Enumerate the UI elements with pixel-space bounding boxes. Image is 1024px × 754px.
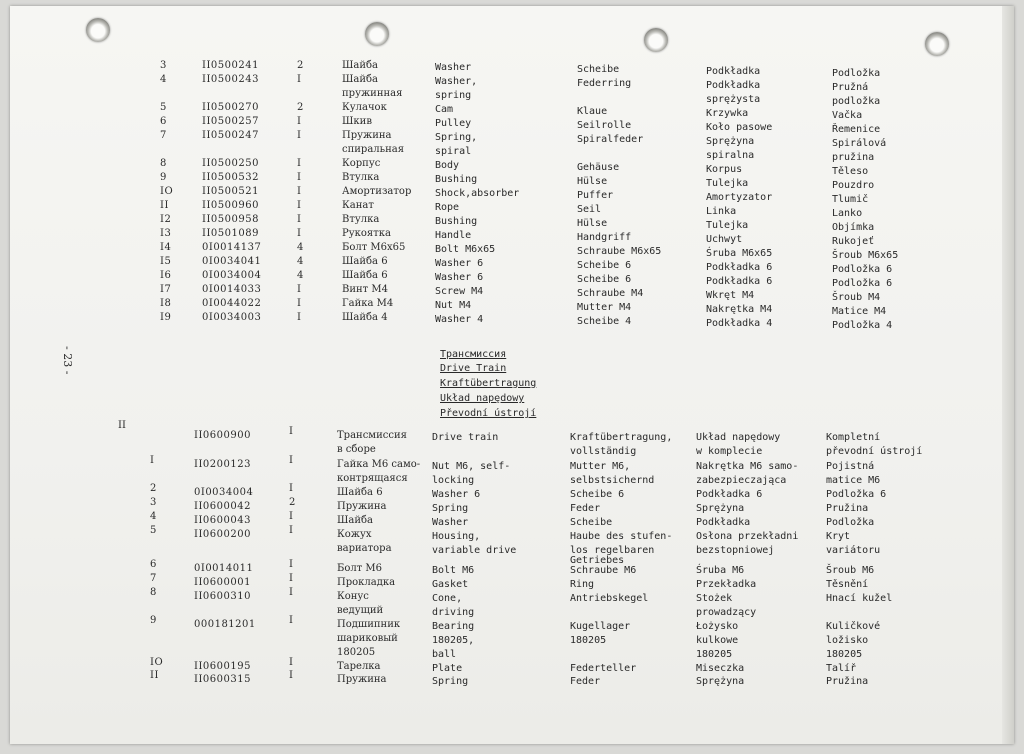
- name-czech: Šroub M4: [832, 292, 881, 303]
- item-number: I4: [160, 242, 172, 253]
- item-number: 5: [150, 525, 157, 536]
- item-number: 5: [160, 102, 167, 113]
- quantity: I: [297, 228, 302, 239]
- name-german: Ring: [570, 579, 595, 590]
- item-number: II: [150, 670, 159, 681]
- name-german: vollständig: [570, 446, 637, 457]
- name-polish: Podkładka: [706, 66, 761, 77]
- name-russian: Шайба: [342, 74, 379, 85]
- name-russian: Прокладка: [337, 577, 396, 588]
- name-czech: Podložka 6: [832, 264, 893, 275]
- name-german: Scheibe 6: [577, 260, 632, 271]
- name-russian: Кожух: [337, 529, 372, 540]
- name-czech: matice M6: [826, 475, 881, 486]
- name-russian: Конус: [337, 591, 369, 602]
- item-number: 2: [150, 483, 157, 494]
- quantity: 4: [297, 256, 304, 267]
- name-german: 180205: [570, 635, 607, 646]
- name-english: Screw M4: [435, 286, 484, 297]
- name-polish: spiralna: [706, 150, 755, 161]
- name-russian: Кулачок: [342, 102, 387, 113]
- punch-hole-1: [86, 18, 110, 42]
- name-polish: Stożek: [696, 593, 733, 604]
- name-czech: převodní ústrojí: [826, 446, 923, 457]
- item-number: 7: [160, 130, 167, 141]
- item-number: I2: [160, 214, 172, 225]
- part-code: 0I0044022: [202, 298, 262, 309]
- name-russian: Шайба 6: [342, 256, 388, 267]
- name-polish: w komplecie: [696, 446, 763, 457]
- quantity: 2: [297, 60, 304, 71]
- name-czech: 180205: [826, 649, 863, 660]
- name-english: Pulley: [435, 118, 472, 129]
- part-code: 0I0034004: [194, 487, 254, 498]
- part-code: II0500241: [202, 60, 259, 71]
- name-russian: Пружина: [342, 130, 392, 141]
- name-russian: в сборе: [337, 444, 376, 455]
- name-english: Handle: [435, 230, 472, 241]
- name-czech: Pružná: [832, 82, 869, 93]
- quantity: I: [289, 587, 294, 598]
- name-russian: Шкив: [342, 116, 372, 127]
- name-english: Washer: [435, 62, 472, 73]
- quantity: I: [289, 657, 294, 668]
- name-english: Drive train: [432, 432, 499, 443]
- item-number: 9: [160, 172, 167, 183]
- name-czech: variátoru: [826, 545, 881, 556]
- name-russian: Рукоятка: [342, 228, 391, 239]
- name-czech: Kuličkové: [826, 621, 881, 632]
- name-english: Spring,: [435, 132, 478, 143]
- name-english: Housing,: [432, 531, 481, 542]
- name-german: Spiralfeder: [577, 134, 644, 145]
- item-number: IO: [160, 186, 174, 197]
- name-german: Schraube M4: [577, 288, 644, 299]
- name-german: Mutter M6,: [570, 461, 631, 472]
- name-czech: Talíř: [826, 663, 857, 674]
- quantity: I: [297, 186, 302, 197]
- name-czech: Podložka: [826, 517, 875, 528]
- name-polish: Linka: [706, 206, 737, 217]
- name-czech: Podložka 6: [826, 489, 887, 500]
- name-polish: Podkładka 6: [706, 276, 773, 287]
- item-number: I5: [160, 256, 172, 267]
- name-polish: Sprężyna: [696, 676, 745, 687]
- name-german: Hülse: [577, 218, 608, 229]
- name-polish: Podkładka: [696, 517, 751, 528]
- name-czech: Podložka 6: [832, 278, 893, 289]
- heading-ru: Трансмиссия: [440, 349, 507, 360]
- name-russian: ведущий: [337, 605, 384, 616]
- name-polish: zabezpieczająca: [696, 475, 787, 486]
- name-russian: Шайба 4: [342, 312, 388, 323]
- item-number: I8: [160, 298, 172, 309]
- name-czech: Rukojeť: [832, 236, 875, 247]
- quantity: I: [289, 559, 294, 570]
- name-czech: Pružina: [826, 503, 869, 514]
- item-number: I7: [160, 284, 172, 295]
- part-code: II0500960: [202, 200, 259, 211]
- name-russian: спиральная: [342, 144, 405, 155]
- name-english: Plate: [432, 663, 463, 674]
- name-russian: Гайка М6 само-: [337, 459, 421, 470]
- name-english: spiral: [435, 146, 472, 157]
- name-english: driving: [432, 607, 475, 618]
- quantity: I: [297, 214, 302, 225]
- name-czech: Vačka: [832, 110, 863, 121]
- item-number: 4: [160, 74, 167, 85]
- item-number: II: [160, 200, 169, 211]
- quantity: I: [289, 483, 294, 494]
- part-code: II0600001: [194, 577, 251, 588]
- name-german: Scheibe: [570, 517, 613, 528]
- name-german: Mutter M4: [577, 302, 632, 313]
- name-russian: Шайба: [337, 515, 374, 526]
- name-czech: Objímka: [832, 222, 875, 233]
- quantity: I: [297, 158, 302, 169]
- name-english: Cam: [435, 104, 454, 115]
- quantity: I: [289, 670, 294, 681]
- part-code: 0I0034004: [202, 270, 262, 281]
- name-german: Gehäuse: [577, 162, 620, 173]
- name-russian: вариатора: [337, 543, 392, 554]
- name-german: selbstsichernd: [570, 475, 655, 486]
- part-code: 000181201: [194, 619, 256, 630]
- part-code: II0600042: [194, 501, 251, 512]
- part-code: II0600043: [194, 515, 251, 526]
- part-code: II0200123: [194, 459, 251, 470]
- item-number: 6: [150, 559, 157, 570]
- name-german: Feder: [570, 503, 601, 514]
- name-russian: шариковый: [337, 633, 398, 644]
- item-number: 7: [150, 573, 157, 584]
- name-czech: Kompletní: [826, 432, 881, 443]
- name-english: Washer,: [435, 76, 478, 87]
- name-russian: Пружина: [337, 501, 387, 512]
- name-german: Federteller: [570, 663, 637, 674]
- name-russian: Болт М6х65: [342, 242, 406, 253]
- name-czech: Šroub M6: [826, 565, 875, 576]
- part-code: 0I0014011: [194, 563, 254, 574]
- item-number: I9: [160, 312, 172, 323]
- part-code: II0600310: [194, 591, 251, 602]
- name-russian: Шайба 6: [342, 270, 388, 281]
- name-czech: Řemenice: [832, 124, 881, 135]
- name-polish: Nakrętka M6 samo-: [696, 461, 799, 472]
- name-polish: bezstopniowej: [696, 545, 775, 556]
- name-german: Schraube M6: [570, 565, 637, 576]
- name-russian: Пружина: [337, 674, 387, 685]
- name-russian: Винт М4: [342, 284, 388, 295]
- name-english: spring: [435, 90, 472, 101]
- name-polish: Wkręt M4: [706, 290, 755, 301]
- part-code: II0500532: [202, 172, 259, 183]
- name-polish: Sprężyna: [706, 136, 755, 147]
- quantity: I: [297, 312, 302, 323]
- quantity: 4: [297, 242, 304, 253]
- name-english: locking: [432, 475, 475, 486]
- name-german: Antriebskegel: [570, 593, 649, 604]
- item-number: IO: [150, 657, 164, 668]
- name-english: Rope: [435, 202, 460, 213]
- name-english: Gasket: [432, 579, 469, 590]
- name-polish: Łożysko: [696, 621, 739, 632]
- part-code: II0500257: [202, 116, 259, 127]
- part-code: II0500521: [202, 186, 259, 197]
- name-polish: Podkładka 6: [696, 489, 763, 500]
- group-number: II: [118, 420, 126, 431]
- name-russian: пружинная: [342, 88, 403, 99]
- name-polish: Tulejka: [706, 178, 749, 189]
- item-number: 8: [150, 587, 157, 598]
- quantity: I: [289, 455, 294, 466]
- name-czech: Lanko: [832, 208, 863, 219]
- name-german: Scheibe 6: [570, 489, 625, 500]
- name-czech: Těleso: [832, 166, 869, 177]
- item-number: 6: [160, 116, 167, 127]
- name-russian: Амортизатор: [342, 186, 412, 197]
- name-german: Haube des stufen-: [570, 531, 673, 542]
- name-polish: Przekładka: [696, 579, 757, 590]
- name-czech: Kryt: [826, 531, 851, 542]
- part-code: II0600195: [194, 661, 251, 672]
- heading-pl: Układ napędowy: [440, 393, 525, 404]
- name-polish: Amortyzator: [706, 192, 773, 203]
- name-english: Cone,: [432, 593, 463, 604]
- item-number: 8: [160, 158, 167, 169]
- name-english: Nut M6, self-: [432, 461, 511, 472]
- name-english: Spring: [432, 503, 469, 514]
- item-number: 9: [150, 615, 157, 626]
- part-code: II0600315: [194, 674, 251, 685]
- quantity: I: [289, 511, 294, 522]
- name-russian: контрящаяся: [337, 473, 408, 484]
- part-code: 0I0014137: [202, 242, 262, 253]
- name-english: Bolt M6: [432, 565, 475, 576]
- quantity: I: [297, 200, 302, 211]
- name-czech: Pouzdro: [832, 180, 875, 191]
- name-german: Klaue: [577, 106, 608, 117]
- name-polish: Nakrętka M4: [706, 304, 773, 315]
- name-polish: kulkowe: [696, 635, 739, 646]
- name-german: Federring: [577, 78, 632, 89]
- name-english: Washer 6: [432, 489, 481, 500]
- name-czech: Spirálová: [832, 138, 887, 149]
- name-russian: Гайка М4: [342, 298, 394, 309]
- name-german: Scheibe 4: [577, 316, 632, 327]
- punch-hole-3: [644, 28, 668, 52]
- name-english: 180205,: [432, 635, 475, 646]
- name-polish: Koło pasowe: [706, 122, 773, 133]
- name-czech: Tlumič: [832, 194, 869, 205]
- name-german: Hülse: [577, 176, 608, 187]
- name-polish: Tulejka: [706, 220, 749, 231]
- item-number: I6: [160, 270, 172, 281]
- name-english: Body: [435, 160, 460, 171]
- name-polish: prowadzący: [696, 607, 757, 618]
- quantity: I: [289, 573, 294, 584]
- name-english: Washer 6: [435, 272, 484, 283]
- quantity: I: [289, 426, 294, 437]
- name-english: Spring: [432, 676, 469, 687]
- quantity: I: [289, 615, 294, 626]
- name-czech: Hnací kužel: [826, 593, 893, 604]
- part-code: II0600900: [194, 430, 251, 441]
- name-polish: Korpus: [706, 164, 743, 175]
- name-german: Feder: [570, 676, 601, 687]
- name-russian: Трансмиссия: [337, 430, 407, 441]
- name-czech: Šroub M6x65: [832, 250, 899, 261]
- part-code: II0500250: [202, 158, 259, 169]
- name-russian: 180205: [337, 647, 376, 658]
- name-english: Washer 6: [435, 258, 484, 269]
- name-polish: Śruba M6x65: [706, 248, 773, 259]
- name-german: Schraube M6x65: [577, 246, 662, 257]
- name-czech: podložka: [832, 96, 881, 107]
- name-german: Scheibe: [577, 64, 620, 75]
- page-number: - 23 -: [61, 346, 74, 375]
- name-german: Puffer: [577, 190, 614, 201]
- heading-en: Drive Train: [440, 363, 507, 374]
- name-english: Bolt M6x65: [435, 244, 496, 255]
- part-code: 0I0014033: [202, 284, 262, 295]
- name-polish: Podkładka: [706, 80, 761, 91]
- name-polish: Osłona przekładni: [696, 531, 799, 542]
- item-number: I3: [160, 228, 172, 239]
- quantity: 4: [297, 270, 304, 281]
- name-czech: Pružina: [826, 676, 869, 687]
- name-german: Kraftübertragung,: [570, 432, 673, 443]
- name-english: variable drive: [432, 545, 517, 556]
- name-german: Kugellager: [570, 621, 631, 632]
- quantity: I: [297, 74, 302, 85]
- name-russian: Тарелка: [337, 661, 381, 672]
- name-russian: Корпус: [342, 158, 381, 169]
- quantity: I: [297, 130, 302, 141]
- name-polish: Krzywka: [706, 108, 749, 119]
- name-german: Getriebes: [570, 555, 625, 566]
- heading-de: Kraftübertragung: [440, 378, 537, 389]
- item-number: I: [150, 455, 155, 466]
- name-english: Nut M4: [435, 300, 472, 311]
- part-code: II0501089: [202, 228, 259, 239]
- name-polish: Śruba M6: [696, 565, 745, 576]
- quantity: 2: [289, 497, 296, 508]
- part-code: II0500243: [202, 74, 259, 85]
- name-polish: Układ napędowy: [696, 432, 781, 443]
- part-code: 0I0034041: [202, 256, 262, 267]
- name-russian: Канат: [342, 200, 374, 211]
- name-english: Bushing: [435, 174, 478, 185]
- item-number: 3: [160, 60, 167, 71]
- item-number: 3: [150, 497, 157, 508]
- name-polish: sprężysta: [706, 94, 761, 105]
- name-czech: Těsnění: [826, 579, 869, 590]
- name-english: Bushing: [435, 216, 478, 227]
- name-polish: Uchwyt: [706, 234, 743, 245]
- name-czech: ložisko: [826, 635, 869, 646]
- name-czech: Podložka 4: [832, 320, 893, 331]
- name-czech: Podložka: [832, 68, 881, 79]
- name-polish: Podkładka 4: [706, 318, 773, 329]
- name-german: Seil: [577, 204, 602, 215]
- name-english: Washer: [432, 517, 469, 528]
- quantity: I: [297, 298, 302, 309]
- punch-hole-4: [925, 32, 949, 56]
- name-german: Scheibe 6: [577, 274, 632, 285]
- name-czech: Matice M4: [832, 306, 887, 317]
- name-russian: Втулка: [342, 214, 380, 225]
- quantity: I: [297, 116, 302, 127]
- name-russian: Подшипник: [337, 619, 401, 630]
- name-german: Handgriff: [577, 232, 632, 243]
- name-czech: pružina: [832, 152, 875, 163]
- name-english: Washer 4: [435, 314, 484, 325]
- name-polish: Sprężyna: [696, 503, 745, 514]
- quantity: I: [297, 172, 302, 183]
- page-edge: [1002, 6, 1014, 744]
- part-code: II0500958: [202, 214, 259, 225]
- name-german: Seilrolle: [577, 120, 632, 131]
- name-polish: Miseczka: [696, 663, 745, 674]
- name-german: los regelbaren: [570, 545, 655, 556]
- heading-cs: Převodní ústrojí: [440, 408, 537, 419]
- quantity: 2: [297, 102, 304, 113]
- quantity: I: [289, 525, 294, 536]
- part-code: II0500247: [202, 130, 259, 141]
- punch-hole-2: [365, 22, 389, 46]
- name-czech: Pojistná: [826, 461, 875, 472]
- part-code: II0600200: [194, 529, 251, 540]
- name-english: Shock,absorber: [435, 188, 520, 199]
- quantity: I: [297, 284, 302, 295]
- name-russian: Шайба 6: [337, 487, 383, 498]
- name-polish: Podkładka 6: [706, 262, 773, 273]
- name-english: ball: [432, 649, 457, 660]
- name-english: Bearing: [432, 621, 475, 632]
- part-code: 0I0034003: [202, 312, 262, 323]
- name-russian: Втулка: [342, 172, 380, 183]
- name-polish: 180205: [696, 649, 733, 660]
- part-code: II0500270: [202, 102, 259, 113]
- name-russian: Шайба: [342, 60, 379, 71]
- item-number: 4: [150, 511, 157, 522]
- name-russian: Болт М6: [337, 563, 383, 574]
